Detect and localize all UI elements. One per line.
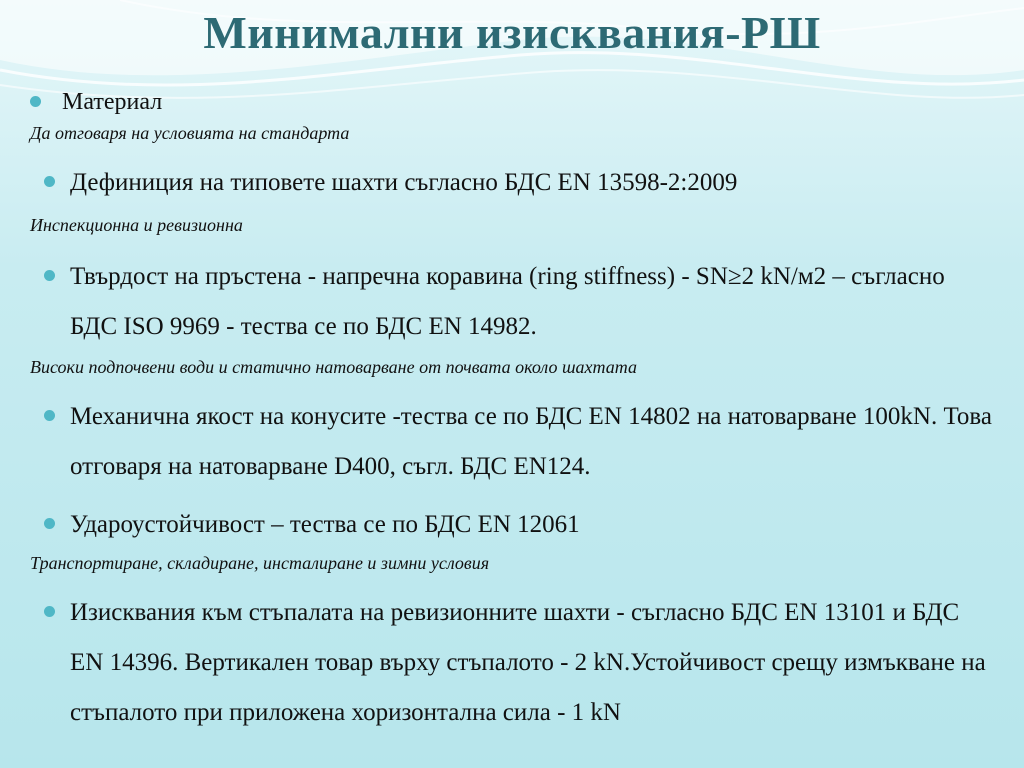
bullet-dot-icon <box>44 410 55 421</box>
sub-heading: Високи подпочвени води и статично натоварване от почвата около шахтата <box>30 357 637 377</box>
bullet-text: Удароустойчивост – тества се по БДС EN 12061 <box>70 511 580 538</box>
sub-heading: Да отговаря на условията на стандарта <box>30 123 350 143</box>
bullet-item <box>28 588 998 738</box>
sub-heading: Инспекционна и ревизионна <box>30 215 243 235</box>
bullet-dot-icon <box>44 270 55 281</box>
bullet-dot-icon <box>44 176 55 187</box>
bullet-item <box>28 500 998 550</box>
bullet-dot-icon <box>44 606 55 617</box>
bullet-text: Дефиниция на типовете шахти съгласно БДС EN 13598-2:2009 <box>70 169 738 196</box>
bullet-text: Механична якост на конусите -тества се по БДС EN 14802 на натоварване 100kN. Това отговаря на натоварване D400, съгл. БДС EN124. <box>70 403 992 480</box>
slide-title: Минимални изисквания-РШ <box>203 7 821 58</box>
bullet-dot-icon <box>44 518 55 529</box>
slide-content <box>28 84 998 738</box>
bullet-item <box>28 84 998 120</box>
bullet-text: Твърдост на пръстена - напречна коравина (ring stiffness) - SN≥2 kN/м2 – съгласно БДС ISO 9969 - тества се по БДС EN 14982. <box>70 263 945 340</box>
bullet-text: Материал <box>62 89 163 115</box>
bullet-text: Изисквания към стъпалата на ревизионните шахти - съгласно БДС EN 13101 и БДС EN 14396. Вертикален товар върху стъпалото - 2 kN.Устойчивост срещу измъкване на стъпалото при приложена хоризонтална сила - 1 kN <box>70 599 986 726</box>
bullet-item <box>28 252 998 352</box>
bullet-item <box>28 392 998 492</box>
sub-heading: Транспортиране, складиране, инсталиране и зимни условия <box>30 553 490 573</box>
bullet-item <box>28 158 998 208</box>
bullet-dot-icon <box>30 96 41 107</box>
